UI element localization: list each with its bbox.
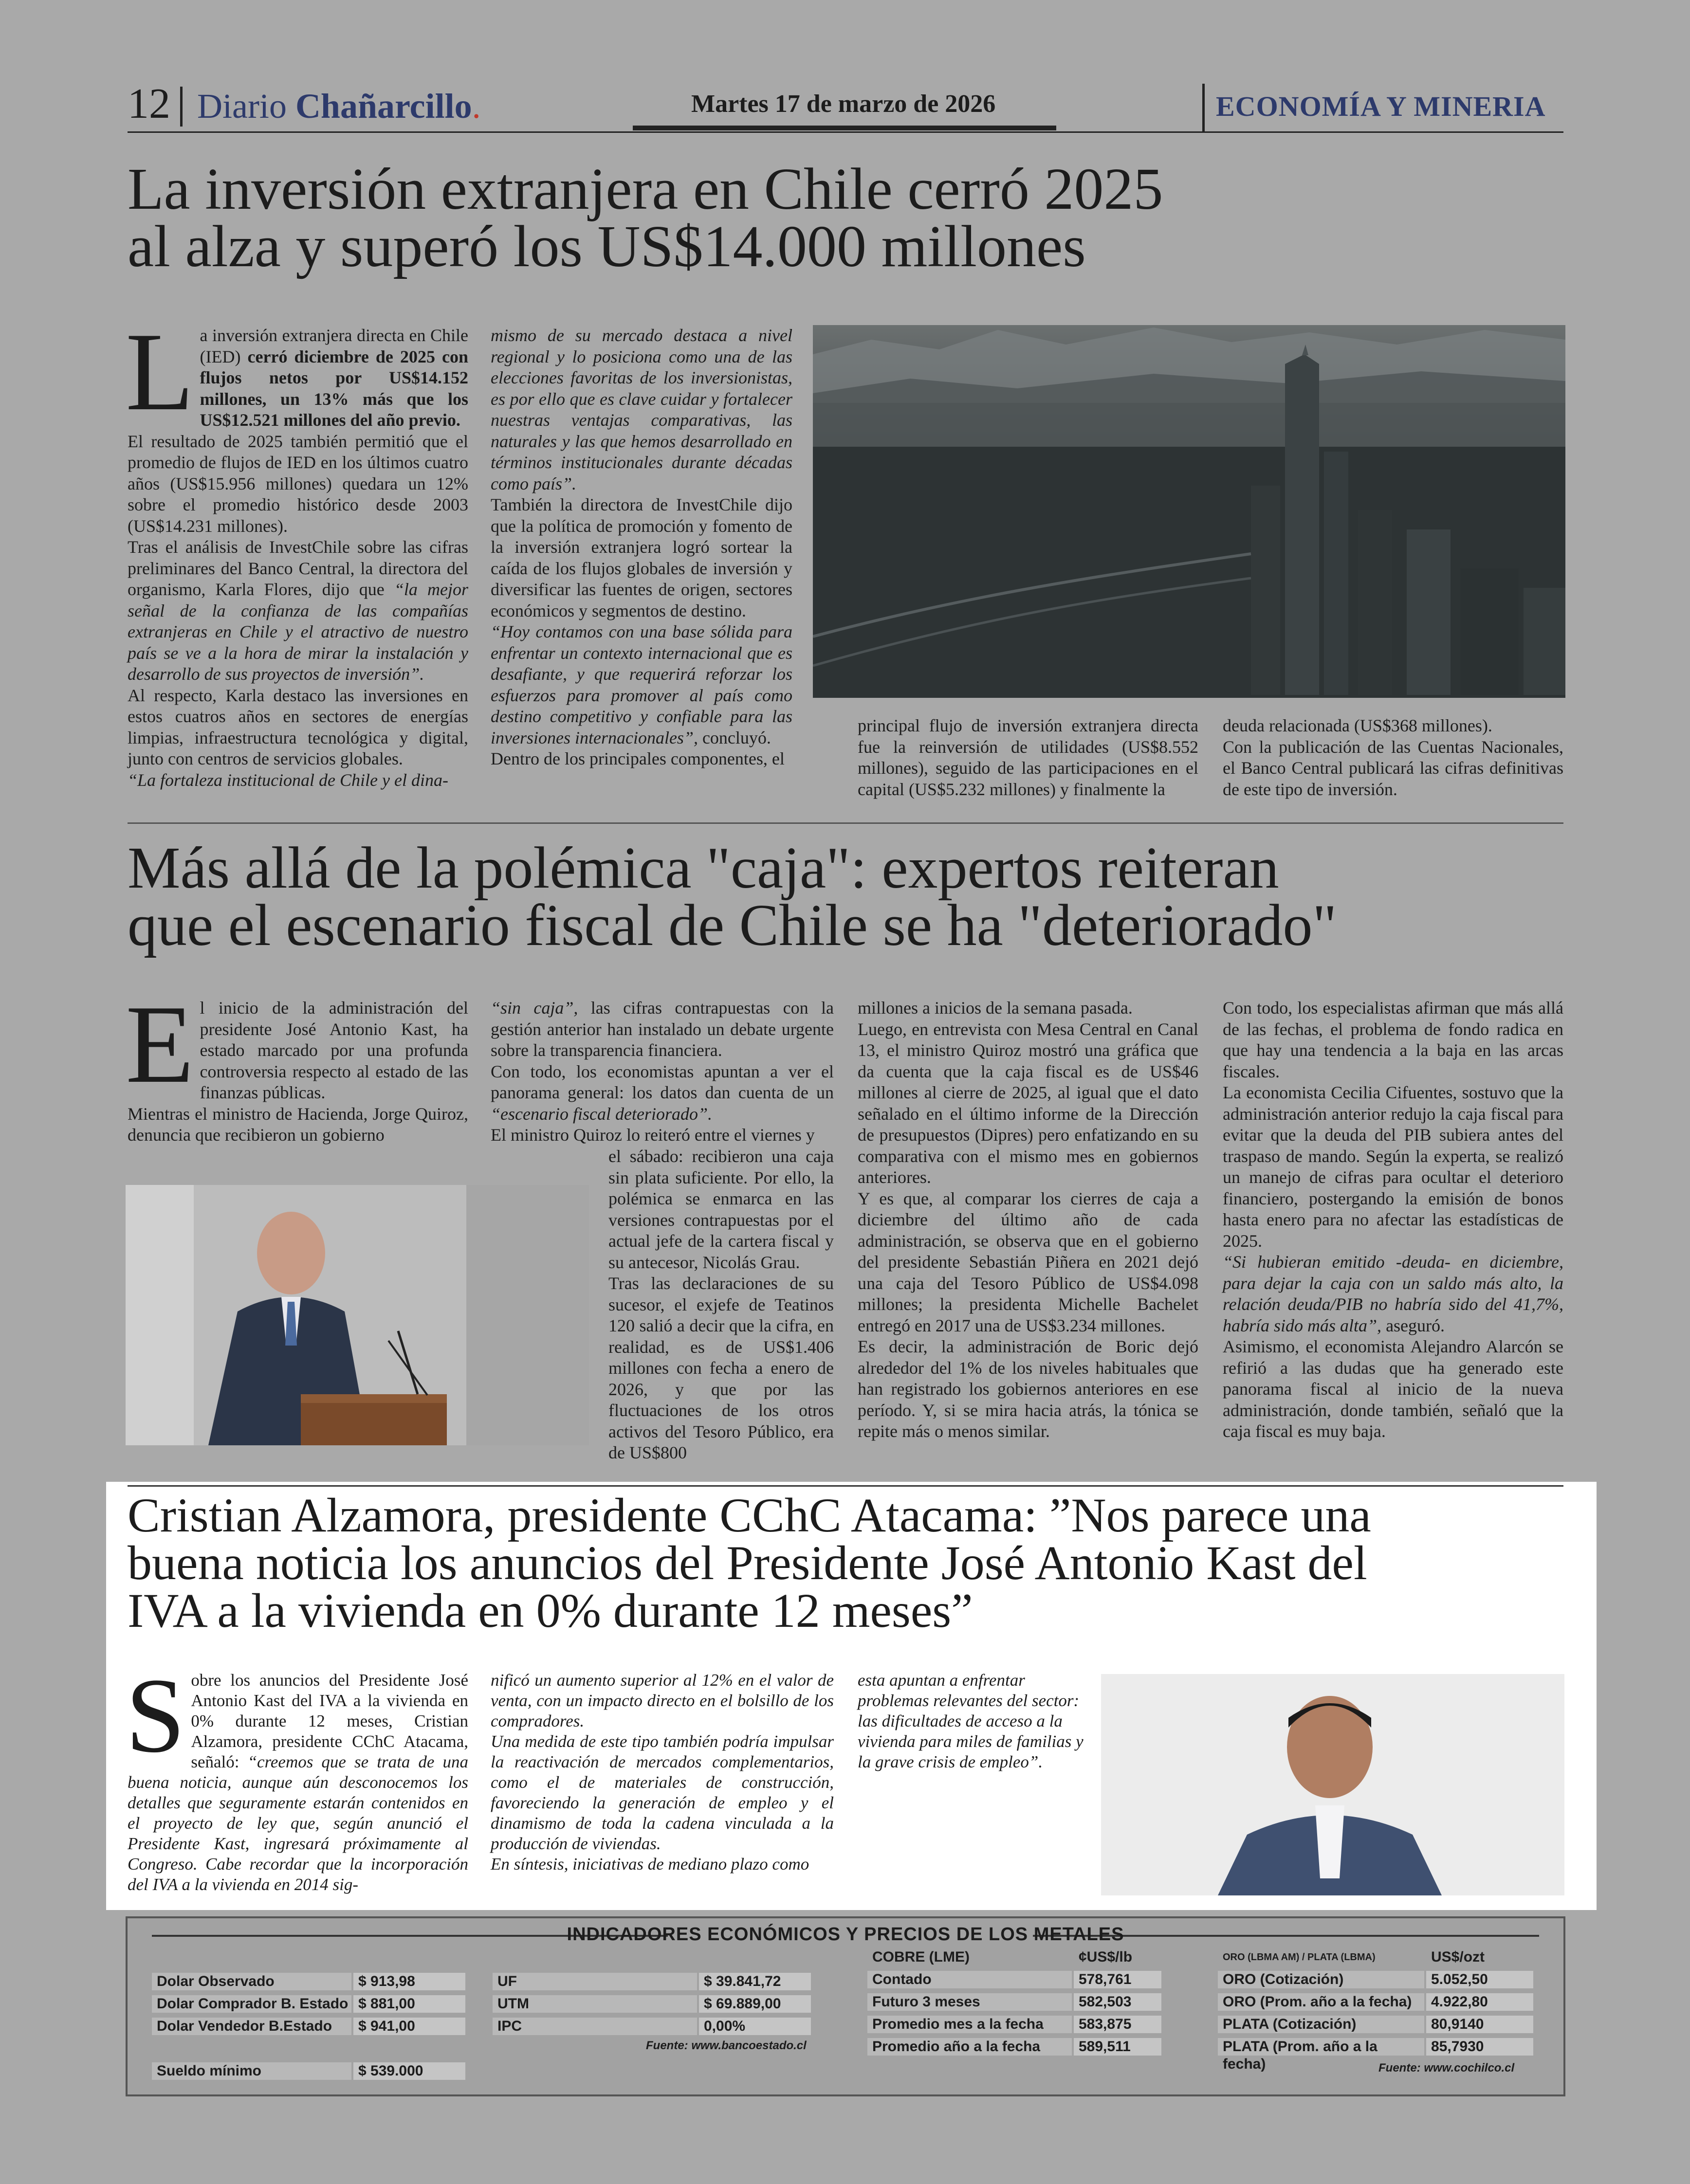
- article1-column-4: deuda relacionada (US$368 millones). Con la publicación de las Cuentas Nacionales, el Banco Central publicará las cifras definitivas de este tipo de inversión.: [1223, 716, 1563, 799]
- article2-column-2: “sin caja”, las cifras contrapuestas con la gestión anterior han instalado un debate urgente sobre la transparencia financiera. Con todo, los economistas apuntan a ver el panorama general: los datos dan cuenta de un “escenario fiscal deteriorado”. El ministro Quiroz lo reiteró entre el viernes y: [491, 998, 834, 1145]
- article2-column-4: Con todo, los especialistas afirman que más allá de las fechas, el problema de fondo radica en que hay una tendencia a la baja en las arcas fiscales. La economista Cecilia Cifuentes, sostuvo que la administración anterior redujo la caja fiscal para evitar que la deuda del PIB subiera antes del traspaso de mando. Según la experta, se realizó un manejo de cifras para ocultar el deterioro financiero, postergando la emisión de bonos hasta enero para no afectar las estadísticas de 2025. “Si hubieran emitido -deuda- en diciembre, para dejar la caja con un saldo más alto, la relación deuda/PIB no habría sido del 41,7%, habría sido más alta”, aseguró. Asimismo, el economista Alejandro Alarcón se refirió a las dudas que ha generado este panorama fiscal al inicio de la nueva administración, donde también, señaló que la caja fiscal es muy baja.: [1223, 998, 1563, 1441]
- unit-value: $ 39.841,72: [699, 1973, 811, 1990]
- header-rule: [128, 131, 1563, 133]
- copper-header: COBRE (LME): [872, 1949, 970, 1965]
- drop-cap: E: [126, 982, 194, 1106]
- copper-label: Promedio mes a la fecha: [867, 2016, 1072, 2033]
- date-underline: [633, 126, 1056, 130]
- metal-value: 4.922,80: [1426, 1993, 1533, 2011]
- metal-label: PLATA (Cotización): [1218, 2016, 1424, 2033]
- alzamora-portrait: [1101, 1674, 1564, 1895]
- metal-value: 85,7930: [1426, 2038, 1533, 2056]
- article1-column-3: principal flujo de inversión extranjera directa fue la reinversión de utilidades (US$8.552 millones), seguido de las participaciones en el capital (US$5.232 millones) y finalmente la: [858, 716, 1198, 799]
- article2-headline: Más allá de la polémica "caja": expertos reiteran que el escenario fiscal de Chile se ha "deteriorado": [128, 835, 1337, 958]
- copper-label: Contado: [867, 1971, 1072, 1988]
- unit-label: IPC: [493, 2018, 697, 2035]
- copper-label: Promedio año a la fecha: [867, 2038, 1072, 2056]
- copper-value: 582,503: [1074, 1993, 1161, 2011]
- page-number: 12: [128, 80, 170, 127]
- copper-value: 589,511: [1074, 2038, 1161, 2056]
- section-name: ECONOMÍA Y MINERIA: [1216, 91, 1546, 122]
- article3-column-2: nificó un aumento superior al 12% en el valor de venta, con un impacto directo en el bolsillo de los compradores. Una medida de este tipo también podría impulsar la reactivación de mercados complementarios, como el de materiales de construcción, favoreciendo la generación de empleo y el dinamismo de toda la cadena vinculada a la producción de viviendas. En síntesis, iniciativas de mediano plazo como: [491, 1671, 834, 1874]
- metal-value: 5.052,50: [1426, 1971, 1533, 1988]
- min-wage-value: $ 539.000: [353, 2062, 465, 2080]
- article2-column-1: El inicio de la administración del presidente José Antonio Kast, ha estado marcado por una profunda controversia respecto al estado de las finanzas públicas. Mientras el ministro de Hacienda, Jorge Quiroz, denuncia que recibieron un gobierno: [126, 982, 468, 1145]
- article2-column-3: millones a inicios de la semana pasada. Luego, en entrevista con Mesa Central en Canal 13, el ministro Quiroz mostró una gráfica que da cuenta que la caja fiscal es de US$46 millones al cierre de 2025, al igual que el dato señalado en el último informe de la Dirección de presupuestos (Dipres) pero enfatizando en su comparativa con el mismo mes en gobiernos anteriores. Y es que, al comparar los cierres de caja a diciembre del último año de cada administración, se observa que en el gobierno del presidente Sebastián Piñera en 2021 dejó una caja del Tesoro Público de US$4.098 millones; la presidenta Michelle Bachelet entregó en 2017 una de US$3.234 millones. Es decir, la administración de Boric dejó alrededor del 1% de los niveles habituales que han registrado los gobiernos anteriores en ese período. Y, si se mira hacia atrás, la tónica se repite más o menos similar.: [858, 998, 1198, 1441]
- article3-column-1: Sobre los anuncios del Presidente José Antonio Kast del IVA a la vivienda en 0% durante 12 meses, Cristian Alzamora, presidente CChC Atacama, señaló: “creemos que se trata de una buena noticia, aunque aún desconocemos los detalles que seguramente estarán contenidos en el proyecto de ley que, según anunció el Presidente Kast, ingresará próximamente al Congreso. Cabe recordar que la incorporación del IVA a la vivienda en 2014 sig-: [126, 1656, 468, 1894]
- unit-label: UTM: [493, 1995, 697, 2013]
- unit-value: 0,00%: [699, 2018, 811, 2035]
- economic-indicators-panel: [126, 1916, 1565, 2096]
- currency-value: $ 881,00: [353, 1995, 465, 2013]
- drop-cap: S: [126, 1656, 185, 1775]
- min-wage-label: Sueldo mínimo: [152, 2062, 351, 2080]
- copper-unit: ¢US$/lb: [1079, 1949, 1133, 1965]
- article1-column-1: La inversión extranjera directa en Chile (IED) cerró diciembre de 2025 con flujos netos por US$14.152 millones, un 13% más que los US$12.521 millones del año previo. El resultado de 2025 también permitió que el promedio de flujos de IED en los últimos cuatro años (US$15.956 millones) quedara un 12% sobre el promedio histórico desde 2003 (US$14.231 millones). Tras el análisis de InvestChile sobre las cifras preliminares del Banco Central, la directora del organismo, Karla Flores, dijo que “la mejor señal de la confianza de las compañías extranjeras en Chile y el atractivo de nuestro país se ve a la hora de mirar la instalación y desarrollo de sus proyectos de inversión”. Al respecto, Karla destaco las inversiones en estos cuatros años en sectores de energías limpias, infraestructura tecnológica y digital, junto con centros de servicios globales. “La fortaleza institucional de Chile y el dina-: [126, 309, 469, 790]
- metal-value: 80,9140: [1426, 2016, 1533, 2033]
- currency-value: $ 913,98: [353, 1973, 465, 1990]
- header-divider: [180, 87, 183, 127]
- copper-label: Futuro 3 meses: [867, 1993, 1072, 2011]
- metals-header: ORO (LBMA AM) / PLATA (LBMA): [1223, 1952, 1376, 1963]
- source-cochilco: Fuente: www.cochilco.cl: [1378, 2061, 1515, 2075]
- publication-name: Diario Chañarcillo.: [197, 87, 481, 126]
- currency-label: Dolar Vendedor B.Estado: [152, 2018, 351, 2035]
- issue-date: Martes 17 de marzo de 2026: [691, 90, 996, 118]
- currency-value: $ 941,00: [353, 2018, 465, 2035]
- metal-label: ORO (Prom. año a la fecha): [1218, 1993, 1424, 2011]
- unit-value: $ 69.889,00: [699, 1995, 811, 2013]
- source-bancoestado: Fuente: www.bancoestado.cl: [646, 2039, 807, 2052]
- section-divider: [128, 822, 1563, 824]
- section-divider: [128, 1485, 1563, 1487]
- article3-headline: Cristian Alzamora, presidente CChC Atacama: ”Nos parece una buena noticia los anuncios del Presidente José Antonio Kast del IVA a la vivienda en 0% durante 12 meses”: [128, 1488, 1371, 1638]
- unit-label: UF: [493, 1973, 697, 1990]
- santiago-skyline-photo: [813, 325, 1565, 698]
- copper-value: 583,875: [1074, 2016, 1161, 2033]
- header-divider: [1202, 84, 1205, 132]
- currency-label: Dolar Observado: [152, 1973, 351, 1990]
- article1-headline: La inversión extranjera en Chile cerró 2025 al alza y superó los US$14.000 millones: [128, 156, 1163, 279]
- copper-value: 578,761: [1074, 1971, 1161, 1988]
- metal-label: ORO (Cotización): [1218, 1971, 1424, 1988]
- article3-column-3: esta apuntan a enfrentar problemas relevantes del sector: las dificultades de acceso a la vivienda para miles de familias y la grave crisis de empleo”.: [858, 1671, 1084, 1771]
- indicators-title: INDICADORES ECONÓMICOS Y PRECIOS DE LOS METALES: [567, 1924, 1124, 1945]
- article1-column-2: mismo de su mercado destaca a nivel regional y lo posiciona como una de las elecciones favoritas de los inversionistas, es por ello que es clave cuidar y fortalecer nuestras ventajas comparativas, las naturales y las que hemos desarrollado en términos institucionales durante décadas como país”. También la directora de InvestChile dijo que la política de promoción y fomento de la inversión extranjera logró sortear la caída de los flujos globales de inversión y diversificar las fuentes de origen, sectores económicos y segmentos de destino. “Hoy contamos con una base sólida para enfrentar un contexto internacional que es desafiante, y que requerirá reforzar los esfuerzos para promover al país como destino competitivo y confiable para las inversiones internacionales”, concluyó. Dentro de los principales componentes, el: [491, 326, 792, 768]
- minister-photo: [126, 1185, 589, 1445]
- metals-unit: US$/ozt: [1431, 1949, 1485, 1965]
- metal-label: PLATA (Prom. año a la fecha): [1218, 2038, 1424, 2056]
- article2-column-2b: el sábado: recibieron una caja sin plata suficiente. Por ello, la polémica se enmarca en las versiones contrapuestas por el actual jefe de la cartera fiscal y su antecesor, Nicolás Grau. Tras las declaraciones de su sucesor, el exjefe de Teatinos 120 salió a decir que la cifra, en realidad, es de US$1.406 millones con fecha a enero de 2026, y que por las fluctuaciones de los otros activos del Tesoro Público, era de US$800: [608, 1147, 834, 1462]
- currency-label: Dolar Comprador B. Estado: [152, 1995, 351, 2013]
- drop-cap: L: [126, 309, 194, 434]
